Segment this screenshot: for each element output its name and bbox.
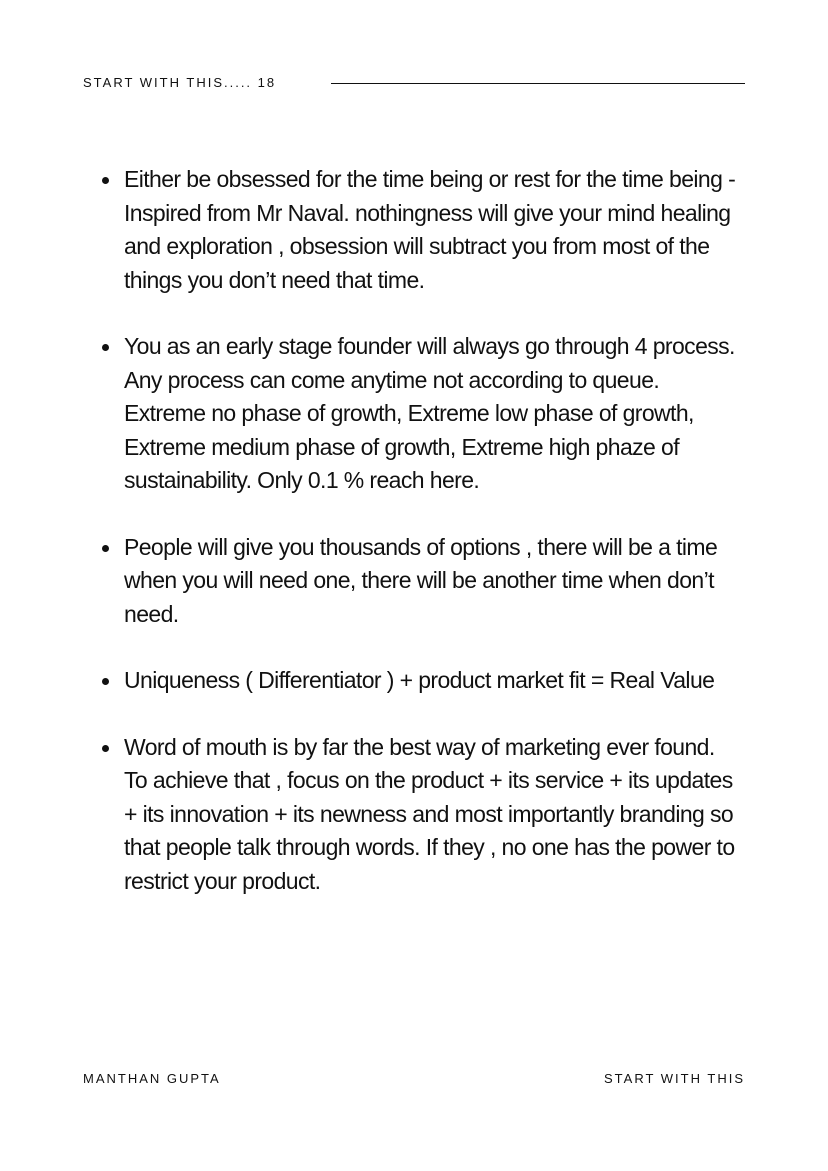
bullet-dot-icon <box>102 745 109 752</box>
bullet-dot-icon <box>102 678 109 685</box>
header-title: START WITH THIS..... 18 <box>83 75 277 90</box>
page-content <box>100 163 740 931</box>
bullet-list <box>100 163 740 898</box>
footer-author: MANTHAN GUPTA <box>83 1071 221 1086</box>
bullet-dot-icon <box>102 545 109 552</box>
footer-book-title: START WITH THIS <box>604 1071 745 1086</box>
header-divider <box>331 83 745 84</box>
bullet-item <box>100 163 740 297</box>
bullet-text: Either be obsessed for the time being or rest for the time being - Inspired from Mr Naval. nothingness will give your mind healing and exploration , obsession will subtract you from most of the things you don’t need that time. <box>124 166 736 293</box>
bullet-text: You as an early stage founder will always go through 4 process. Any process can come anytime not according to queue. Extreme no phase of growth, Extreme low phase of growth, Extreme medium phase of growth, Extreme high phaze of sustainability. Only 0.1 % reach here. <box>124 333 735 493</box>
bullet-item <box>100 330 740 498</box>
bullet-dot-icon <box>102 344 109 351</box>
bullet-item <box>100 731 740 899</box>
bullet-dot-icon <box>102 177 109 184</box>
bullet-text: People will give you thousands of options , there will be a time when you will need one, there will be another time when don’t need. <box>124 533 718 627</box>
bullet-item <box>100 531 740 632</box>
page-header <box>83 74 745 94</box>
bullet-item <box>100 664 740 698</box>
bullet-text: Word of mouth is by far the best way of marketing ever found. To achieve that , focus on the product + its service + its updates + its innovation + its newness and most importantly branding so that people talk through words. If they , no one has the power to restrict your product. <box>124 733 735 894</box>
bullet-text: Uniqueness ( Differentiator ) + product market fit = Real Value <box>124 667 715 693</box>
